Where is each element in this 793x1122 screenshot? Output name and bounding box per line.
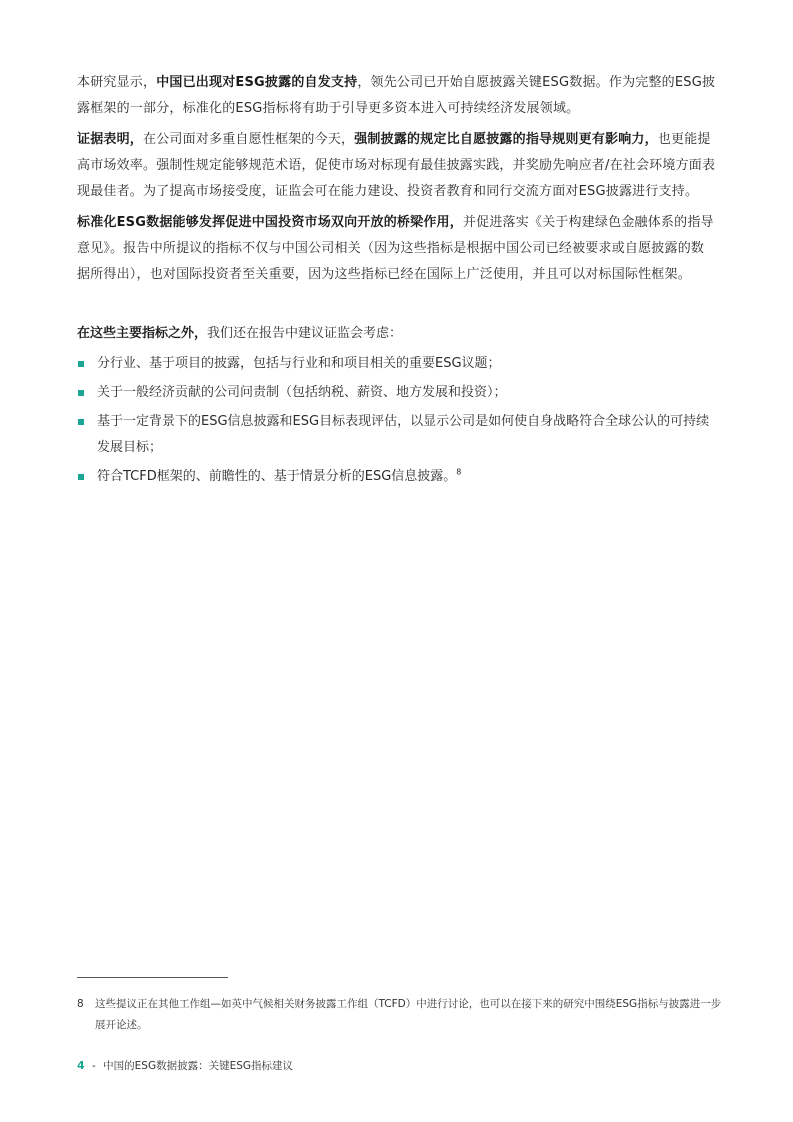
footnote-number: 8 [77,998,84,1010]
square-bullet-icon [78,419,84,425]
list-item [77,380,717,406]
paragraph-2-segment-2: 在公司面对多重自愿性框架的今天， [143,132,355,147]
list-item-text: 符合TCFD框架的、前瞻性的、基于情景分析的ESG信息披露。 [97,469,457,484]
list-item [77,351,717,377]
main-content [77,70,717,493]
paragraph-3 [77,210,717,288]
paragraph-3-segment-2: 并促进落实《关于构建绿色金融体系的指导意见》。报告中所提议的指标不仅与中国公司相关（因为这些指标是根据中国公司已经被要求或自愿披露的数据所得出），也对国际投资者至关重要，因为这些指标已经在国际上广泛使用，并且可以对标国际性框架。 [77,215,714,282]
footnote-text: 这些提议正在其他工作组—如英中气候相关财务披露工作组（TCFD）中进行讨论，也可以在接下来的研究中围绕ESG指标与披露进一步展开论述。 [95,998,722,1031]
paragraph-2 [77,127,717,205]
document-title: 中国的ESG数据披露：关键ESG指标建议 [103,1060,294,1072]
recommendations-intro-rest: 我们还在报告中建议证监会考虑： [207,326,403,341]
footer-separator: - [92,1060,96,1072]
paragraph-1-bold: 中国已出现对ESG披露的自发支持 [156,75,358,90]
paragraph-3-bold-lead: 标准化ESG数据能够发挥促进中国投资市场双向开放的桥梁作用， [77,215,463,230]
paragraph-2-segment-4: 也更能提高市场效率。强制性规定能够规范术语，促使市场对标现有最佳披露实践，并奖励先响应者/在社会环境方面表现最佳者。为了提高市场接受度，证监会可在能力建设、投资者教育和同行交流方面对ESG披露进行支持。 [77,132,716,199]
list-item [77,409,717,461]
paragraph-1-segment-3: ，领先公司已开始自愿披露关键ESG数据。作为完整的ESG披露框架的一部分，标准化的ESG指标将有助于引导更多资本进入可持续经济发展领域。 [77,75,716,116]
paragraph-1-segment-1: 本研究显示， [77,75,157,90]
page-footer [77,1058,293,1073]
footnote-divider [77,977,228,978]
paragraph-1 [77,70,717,122]
paragraph-2-bold-lead: 证据表明， [77,132,144,147]
list-item-text: 分行业、基于项目的披露，包括与行业和和项目相关的重要ESG议题； [97,356,501,371]
list-item [77,464,717,490]
square-bullet-icon [78,474,84,480]
list-item-text: 基于一定背景下的ESG信息披露和ESG目标表现评估，以显示公司是如何使自身战略符合全球公认的可持续发展目标； [97,414,710,455]
page-number: 4 [77,1059,85,1072]
list-item-text: 关于一般经济贡献的公司问责制（包括纳税、薪资、地方发展和投资）； [97,385,507,400]
recommendations-intro-bold: 在这些主要指标之外， [77,326,208,341]
footnote-reference[interactable]: 8 [456,467,462,477]
recommendations-intro [77,321,717,347]
square-bullet-icon [78,361,84,367]
footnote [77,994,727,1036]
recommendations-list [77,351,717,490]
square-bullet-icon [78,390,84,396]
paragraph-2-bold-claim: 强制披露的规定比自愿披露的指导规则更有影响力， [354,132,658,147]
